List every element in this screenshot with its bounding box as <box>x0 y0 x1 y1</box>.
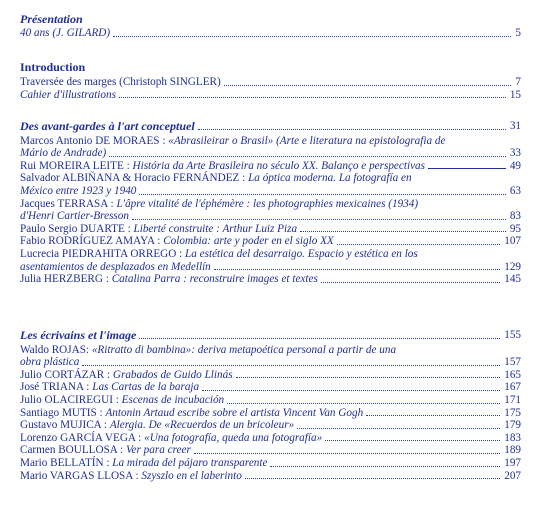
entry-title-continued: obra plástica <box>20 356 80 369</box>
toc-entry[interactable] <box>20 172 521 197</box>
toc-entry[interactable] <box>20 273 521 286</box>
entry-title-continued: asentamientos de desplazados en Medellín <box>20 260 211 273</box>
toc-entry[interactable] <box>20 381 521 394</box>
entry-page: 95 <box>509 222 521 235</box>
entry-page: 207 <box>504 469 521 482</box>
dot-leader <box>113 36 511 37</box>
dot-leader <box>270 466 500 467</box>
toc-entry[interactable] <box>20 444 521 457</box>
dot-leader <box>224 85 512 86</box>
entry-page: 5 <box>515 27 521 39</box>
entry-author: Paulo Sergio DUARTE : <box>20 222 134 235</box>
dot-leader <box>321 282 500 283</box>
toc-entry[interactable] <box>20 198 521 223</box>
entry-page: 183 <box>504 431 521 444</box>
entry-author: Lorenzo GARCÍA VEGA : <box>20 431 145 444</box>
entry-title: História da Arte Brasileira no século XX. Balanço e perspectivas <box>132 159 425 172</box>
section-avant-gardes <box>20 120 521 286</box>
entry-page: 33 <box>509 147 521 160</box>
entry-title: Las Cartas de la baraja <box>92 381 200 394</box>
entry-page: 179 <box>504 419 521 432</box>
dot-leader <box>366 415 500 416</box>
dot-leader <box>132 219 506 220</box>
entry-page: 175 <box>504 406 521 419</box>
toc-entry[interactable] <box>20 76 521 89</box>
dot-leader <box>245 478 500 479</box>
entry-title-continued: México entre 1923 y 1940 <box>20 184 137 197</box>
section-title: Présentation <box>20 12 83 26</box>
entry-page: 197 <box>504 456 521 469</box>
underline-rule <box>428 168 506 169</box>
entry-title: Escenas de incubación <box>121 393 225 406</box>
section-title: Les écrivains et l'image <box>20 328 137 342</box>
entry-page: 189 <box>504 444 521 457</box>
toc-entry[interactable] <box>20 394 521 407</box>
entry-author: Salvador ALBIÑANA & Horacio FERNÁNDEZ : <box>20 172 249 185</box>
dot-leader <box>139 194 505 195</box>
entry-page: 129 <box>504 260 521 273</box>
entry-title: L'âpre vitalité de l'éphémère : les photographies mexicaines (1934) <box>116 197 419 210</box>
section-presentation <box>20 12 521 40</box>
toc-entry[interactable] <box>20 344 521 369</box>
entry-page: 83 <box>509 210 521 223</box>
entry-author: Rui MOREIRA LEITE : <box>20 159 133 172</box>
entry-page: 145 <box>504 273 521 286</box>
entry-author: Jacques TERRASA : <box>20 197 117 210</box>
entry-title: Colombia: arte y poder en el siglo XX <box>163 235 334 248</box>
toc-entry[interactable] <box>20 407 521 420</box>
section-heading-row <box>20 329 521 342</box>
entry-title: La óptica moderna. La fotografía en <box>248 172 412 185</box>
toc-entry[interactable] <box>20 223 521 236</box>
entry-page: 63 <box>509 184 521 197</box>
toc-entry[interactable] <box>20 419 521 432</box>
section-title: Introduction <box>20 60 86 74</box>
entry-title: Grabados de Guido Llinás <box>112 368 233 381</box>
entry-title: Alergia. De «Recuerdos de un bricoleur» <box>109 419 295 432</box>
toc-entry[interactable] <box>20 369 521 382</box>
entry-page: 49 <box>509 159 521 172</box>
dot-leader <box>82 365 500 366</box>
dot-leader <box>194 453 500 454</box>
entry-author: Gustavo MUJICA : <box>20 419 110 432</box>
toc-entry[interactable] <box>20 135 521 160</box>
section-heading-row <box>20 120 521 133</box>
dot-leader <box>325 440 500 441</box>
dot-leader <box>227 403 500 404</box>
entry-title: 40 ans (J. GILARD) <box>20 27 111 39</box>
dot-leader <box>202 390 500 391</box>
entry-page: 7 <box>515 76 521 88</box>
toc-entry[interactable] <box>20 248 521 273</box>
dot-leader <box>236 377 501 378</box>
section-title: Des avant-gardes à l'art conceptuel <box>20 119 195 133</box>
entry-title: Cahier d'illustrations <box>20 88 116 101</box>
entry-author: Lucrecia PIEDRAHITA ORREGO : <box>20 247 186 260</box>
entry-title: Szyszlo en el laberinto <box>141 469 242 482</box>
section-page: 31 <box>509 120 521 132</box>
entry-author: Julio CORTÁZAR : <box>20 368 113 381</box>
dot-leader <box>337 244 500 245</box>
entry-title-continued: Mário de Andrade) <box>20 147 107 160</box>
entry-page: 171 <box>504 393 521 406</box>
entry-title-continued: d'Henri Cartier-Bresson <box>20 210 129 223</box>
entry-page: 157 <box>504 356 521 369</box>
toc-entry[interactable] <box>20 235 521 248</box>
toc-entry[interactable] <box>20 160 521 173</box>
dot-leader <box>300 231 506 232</box>
entry-page: 167 <box>504 381 521 394</box>
dot-leader <box>297 428 500 429</box>
dot-leader <box>119 97 506 98</box>
toc-entry[interactable] <box>20 432 521 445</box>
entry-author: Santiago MUTIS : <box>20 406 106 419</box>
entry-page: 165 <box>504 368 521 381</box>
entry-page: 15 <box>509 88 521 101</box>
entry-title: Ver para creer <box>125 444 191 457</box>
dot-leader <box>214 269 500 270</box>
entry-page: 107 <box>504 235 521 248</box>
dot-leader <box>139 338 500 339</box>
entry-title: Liberté construite : Arthur Luiz Piza <box>133 222 298 235</box>
entry-author: Carmen BOULLOSA : <box>20 444 126 457</box>
entry-author: Waldo ROJAS: <box>20 343 92 356</box>
toc-entry[interactable] <box>20 457 521 470</box>
entry-author: Mario VARGAS LLOSA : <box>20 469 142 482</box>
entry-author: José TRIANA : <box>20 381 93 394</box>
dot-leader <box>109 156 506 157</box>
entry-title: La mirada del pájaro transparente <box>112 456 268 469</box>
entry-author: Marcos Antonio DE MORAES : <box>20 134 169 147</box>
entry-title: Antonin Artaud escribe sobre el artista Vincent Van Gogh <box>105 406 364 419</box>
entry-author: Julio OLACIREGUI : <box>20 393 122 406</box>
toc-entry[interactable] <box>20 89 521 102</box>
entry-author: Julia HERZBERG : <box>20 273 112 286</box>
entry-title: «Ritratto di bambina»: deriva metapoética personal a partir de una <box>91 343 397 356</box>
entry-author: Mario BELLATÍN : <box>20 456 113 469</box>
entry-title: «Una fotografía, queda una fotografía» <box>144 431 323 444</box>
toc-entry[interactable] <box>20 27 521 40</box>
section-page: 155 <box>504 329 521 341</box>
entry-author: Fabio RODRÍGUEZ AMAYA : <box>20 235 164 248</box>
entry-title: «Abrasileirar o Brasil» (Arte e literatura na epistolografia de <box>168 134 446 147</box>
section-ecrivains <box>20 329 521 482</box>
entry-title: Traversée des marges (Christoph SINGLER) <box>20 76 221 88</box>
toc-entry[interactable] <box>20 470 521 483</box>
entry-title: La estética del desarraigo. Espacio y estética en los <box>185 247 418 260</box>
entry-title: Catalina Parra : reconstruire images et textes <box>111 273 318 286</box>
section-introduction <box>20 60 521 101</box>
dot-leader <box>198 129 506 130</box>
